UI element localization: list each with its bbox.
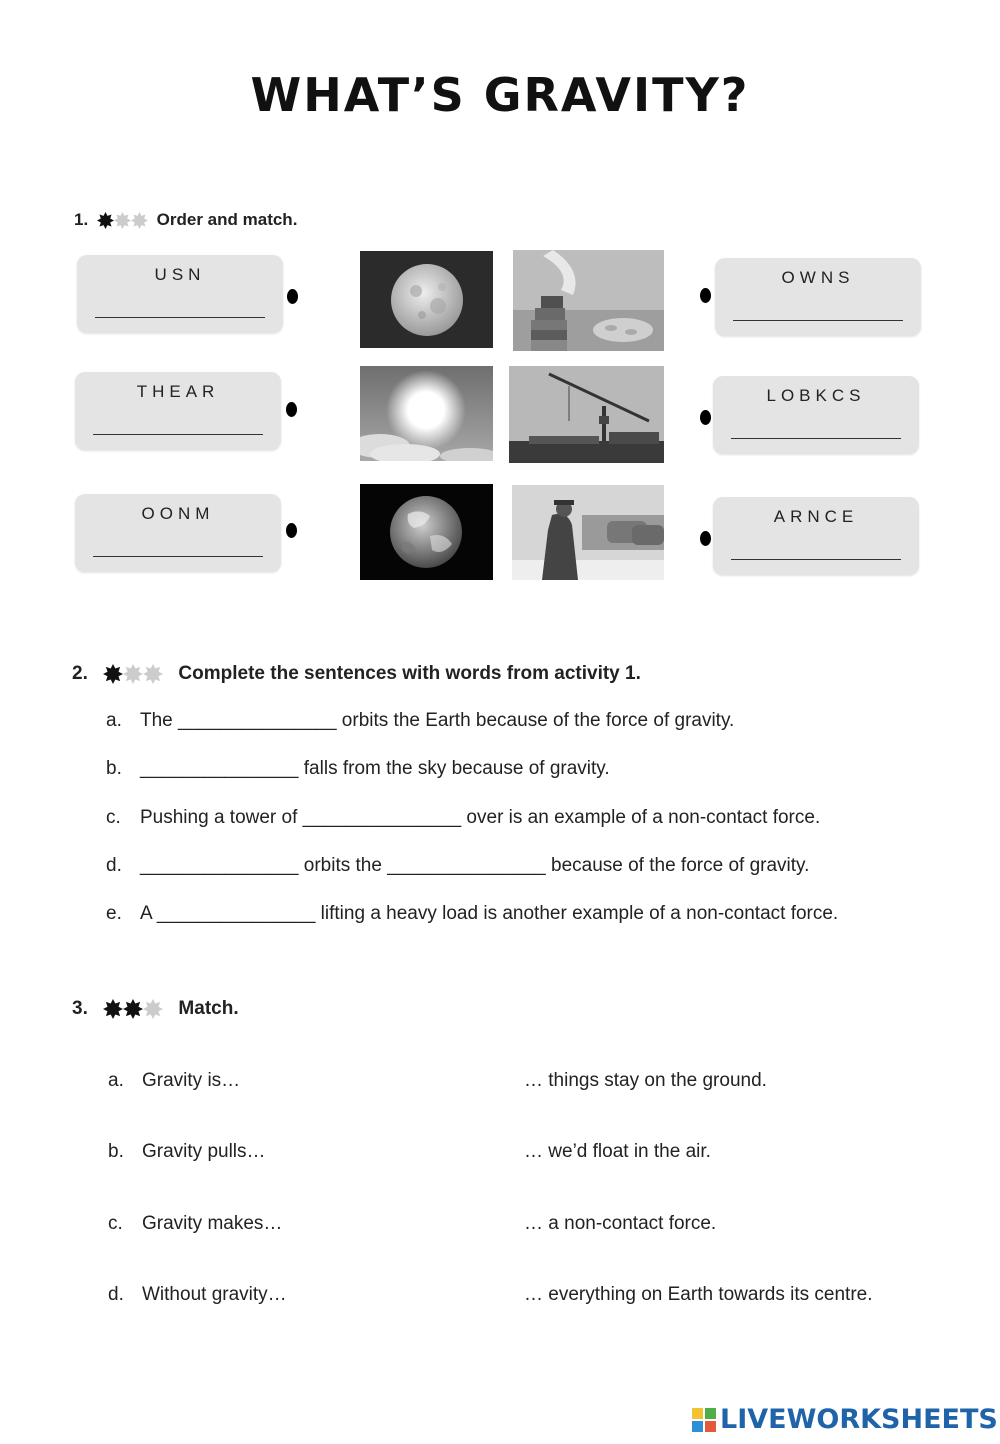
scrambled-word: ARNCE — [773, 507, 859, 526]
match-text: Gravity makes… — [142, 1213, 283, 1234]
word-box-right-2 — [713, 376, 919, 454]
word-box-left-1 — [77, 255, 283, 333]
star-empty-icon — [143, 999, 163, 1019]
scrambled-word: OWNS — [781, 268, 855, 287]
scrambled-word: OONM — [141, 504, 215, 523]
item-letter: c. — [108, 1213, 123, 1234]
item-letter: b. — [106, 758, 122, 779]
item-letter: d. — [108, 1284, 124, 1305]
star-empty-icon — [123, 664, 143, 684]
match-left-c[interactable] — [108, 1213, 282, 1235]
logo-icon — [692, 1408, 716, 1432]
match-text: Gravity is… — [142, 1070, 241, 1091]
word-box-left-2 — [75, 372, 281, 450]
sun-image — [360, 366, 493, 461]
word-box-right-1 — [715, 258, 921, 336]
sentence-text: _______________ falls from the sky because of gravity. — [140, 758, 610, 779]
activity3-title: Match. — [178, 998, 239, 1019]
match-left-a[interactable] — [108, 1070, 240, 1092]
sentence-a[interactable] — [106, 710, 734, 732]
word-box-right-3 — [713, 497, 919, 575]
activity3-heading — [72, 998, 239, 1020]
item-letter: d. — [106, 855, 122, 876]
answer-field[interactable] — [95, 317, 265, 318]
activity2-heading — [72, 663, 641, 685]
word-box-left-3 — [75, 494, 281, 572]
sentence-text: A _______________ lifting a heavy load is another example of a non-contact force. — [140, 903, 839, 924]
liveworksheets-logo — [692, 1404, 998, 1435]
item-letter: c. — [106, 807, 121, 828]
star-empty-icon — [131, 212, 148, 229]
scrambled-word: LOBKCS — [766, 386, 866, 405]
match-dot[interactable] — [700, 410, 711, 425]
answer-field[interactable] — [93, 434, 263, 435]
answer-field[interactable] — [731, 559, 901, 560]
answer-field[interactable] — [93, 556, 263, 557]
activity2-title: Complete the sentences with words from activity 1. — [178, 663, 641, 684]
crane-image — [509, 366, 664, 463]
sentence-d[interactable] — [106, 855, 809, 877]
activity1-title: Order and match. — [156, 210, 298, 229]
match-text: Without gravity… — [142, 1284, 287, 1305]
item-letter: a. — [108, 1070, 124, 1091]
item-letter: a. — [106, 710, 122, 731]
star-empty-icon — [114, 212, 131, 229]
scrambled-word: USN — [154, 265, 206, 284]
sentence-e[interactable] — [106, 903, 838, 925]
scrambled-word: THEAR — [136, 382, 220, 401]
match-dot[interactable] — [700, 531, 711, 546]
match-dot[interactable] — [700, 288, 711, 303]
star-filled-icon — [103, 664, 123, 684]
match-right-4[interactable]: … everything on Earth towards its centre. — [524, 1284, 873, 1305]
sentence-b[interactable] — [106, 758, 610, 780]
sentence-text: Pushing a tower of _______________ over is an example of a non-contact force. — [140, 807, 821, 828]
sentence-text: The _______________ orbits the Earth because of the force of gravity. — [140, 710, 735, 731]
item-letter: e. — [106, 903, 122, 924]
page-title: WHAT’S GRAVITY? — [250, 68, 750, 122]
earth-image — [360, 484, 493, 580]
activity1-heading — [74, 210, 297, 230]
moon-image — [360, 251, 493, 348]
match-left-d[interactable] — [108, 1284, 287, 1306]
star-filled-icon — [103, 999, 123, 1019]
item-letter: b. — [108, 1141, 124, 1162]
match-right-3[interactable]: … a non-contact force. — [524, 1213, 717, 1234]
sentence-c[interactable] — [106, 807, 820, 829]
match-dot[interactable] — [287, 289, 298, 304]
snow-image — [512, 485, 664, 580]
match-left-b[interactable] — [108, 1141, 266, 1163]
star-filled-icon — [123, 999, 143, 1019]
match-right-2[interactable]: … we’d float in the air. — [524, 1141, 711, 1162]
activity1-number: 1. — [74, 210, 89, 229]
logo-text: LIVEWORKSHEETS — [720, 1404, 998, 1435]
answer-field[interactable] — [733, 320, 903, 321]
star-filled-icon — [97, 212, 114, 229]
star-empty-icon — [143, 664, 163, 684]
match-dot[interactable] — [286, 402, 297, 417]
match-text: Gravity pulls… — [142, 1141, 266, 1162]
activity2-number: 2. — [72, 663, 88, 684]
match-dot[interactable] — [286, 523, 297, 538]
answer-field[interactable] — [731, 438, 901, 439]
blocks-image — [513, 250, 664, 351]
sentence-text: _______________ orbits the _______________ because of the force of gravity. — [140, 855, 810, 876]
activity3-number: 3. — [72, 998, 88, 1019]
match-right-1[interactable]: … things stay on the ground. — [524, 1070, 767, 1091]
